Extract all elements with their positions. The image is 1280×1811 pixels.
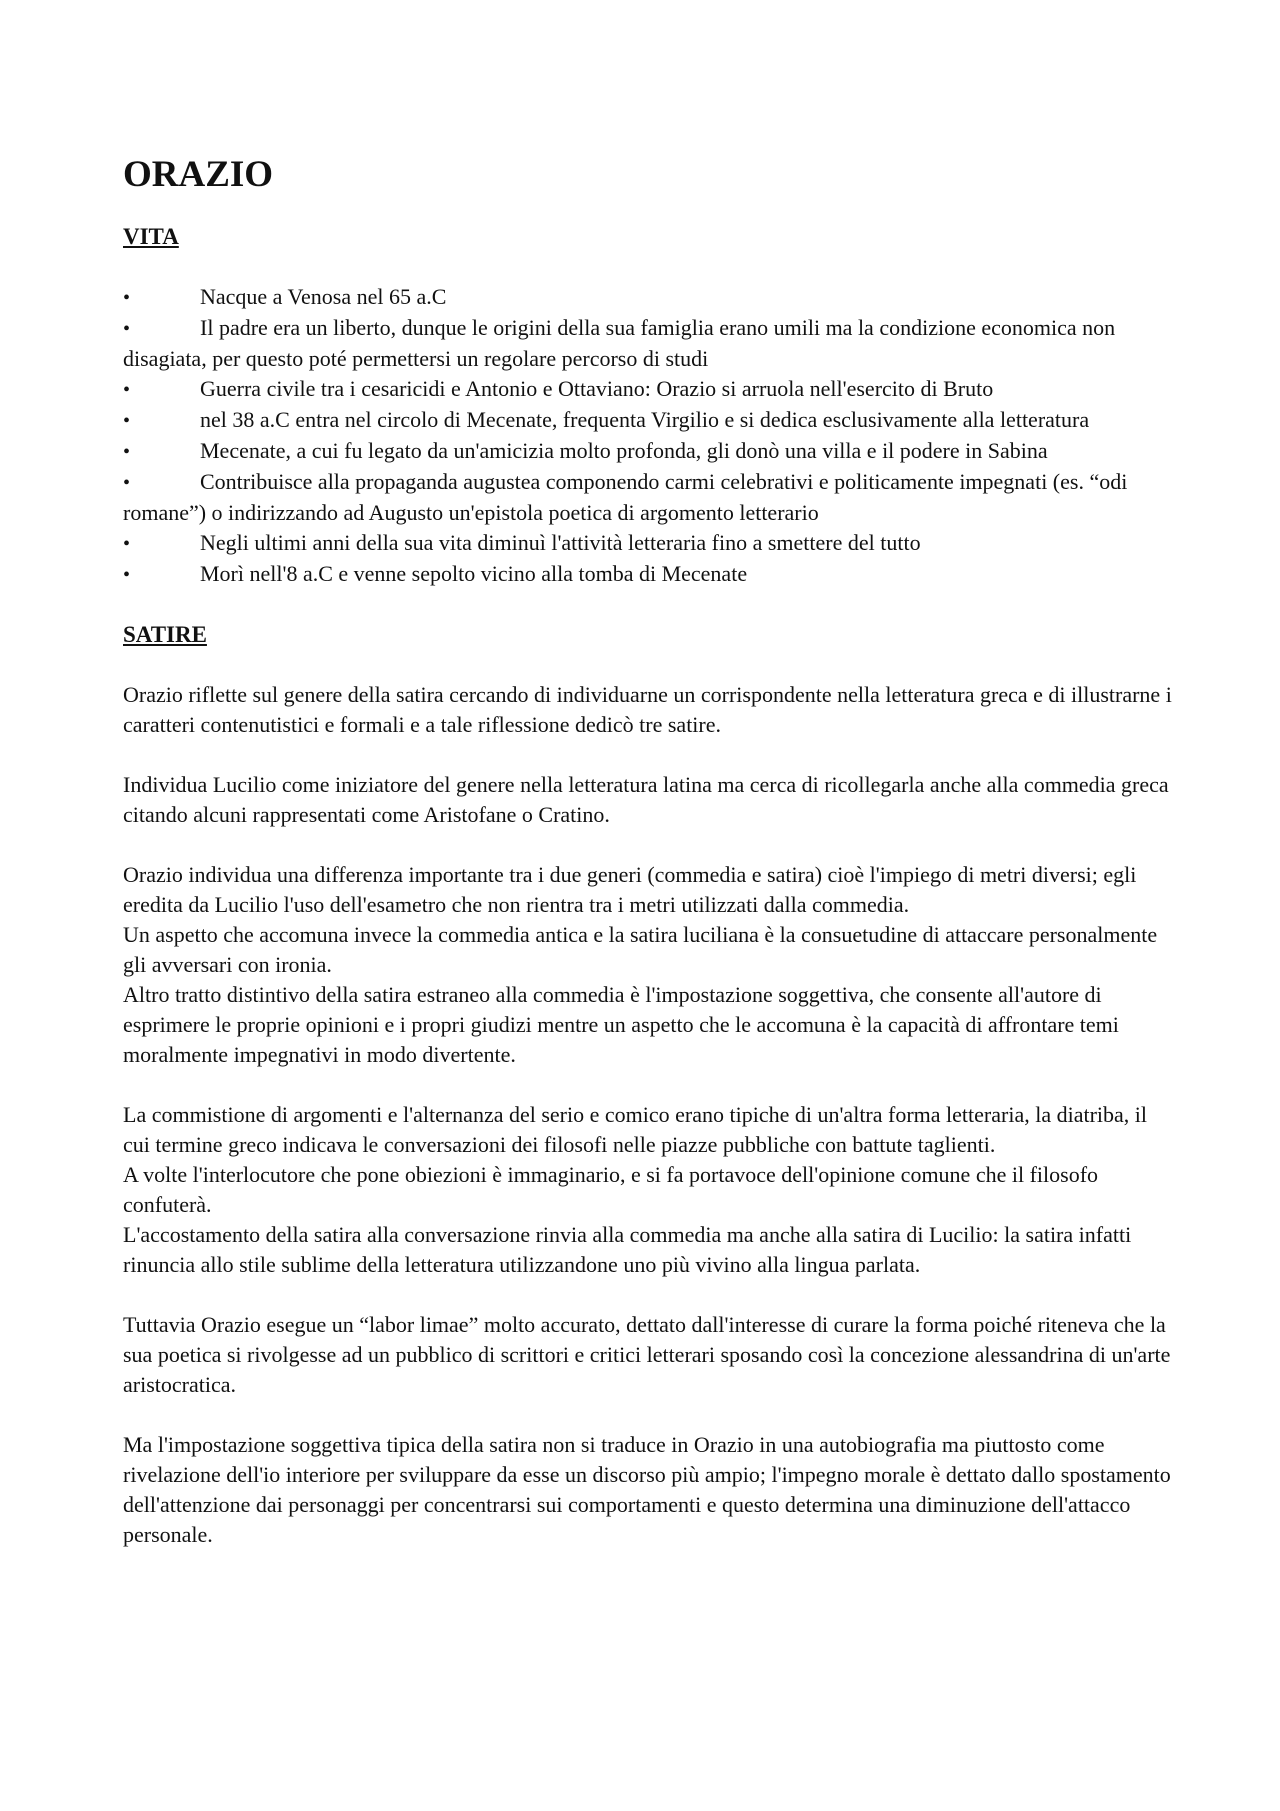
paragraph-spacer [123,830,1173,860]
list-item [123,374,1173,405]
list-item-text: nel 38 a.C entra nel circolo di Mecenate, frequenta Virgilio e si dedica esclusivamente alla letteratura [200,407,1090,432]
paragraph: Orazio individua una differenza importante tra i due generi (commedia e satira) cioè l'impiego di metri diversi; egli eredita da Lucilio l'uso dell'esametro che non rientra tra i metri utilizzati dalla commedia. [123,862,1137,917]
section-heading-vita: VITA [123,224,179,249]
paragraph: La commistione di argomenti e l'alternanza del serio e comico erano tipiche di un'altra forma letteraria, la diatriba, il cui termine greco indicava le conversazioni dei filosofi nelle piazze pubbliche con battute taglienti. [123,1102,1147,1157]
paragraph-spacer [123,1070,1173,1100]
paragraph-spacer [123,1400,1173,1430]
list-item [123,467,1173,528]
bullet-icon: • [123,472,131,494]
document-page [123,150,1173,1550]
list-item-text: Contribuisce alla propaganda augustea componendo carmi celebrativi e politicamente impegnati (es. “odi romane”) o indirizzando ad Augusto un'epistola poetica di argomento letterario [123,469,1128,525]
paragraph: Un aspetto che accomuna invece la commedia antica e la satira luciliana è la consuetudine di attaccare personalmente gli avversari con ironia. [123,922,1158,977]
list-item-text: Guerra civile tra i cesaricidi e Antonio e Ottaviano: Orazio si arruola nell'esercito di Bruto [200,376,994,401]
paragraph: Orazio riflette sul genere della satira cercando di individuarne un corrispondente nella letteratura greca e di illustrarne i caratteri contenutistici e formali e a tale riflessione dedicò tre satire. [123,682,1172,737]
bullet-icon: • [123,410,131,432]
list-item-text: Negli ultimi anni della sua vita diminuì l'attività letteraria fino a smettere del tutto [200,530,921,555]
list-item [123,528,1173,559]
list-item-text: Morì nell'8 a.C e venne sepolto vicino alla tomba di Mecenate [200,561,748,586]
list-item-text: Mecenate, a cui fu legato da un'amicizia molto profonda, gli donò una villa e il podere in Sabina [200,438,1048,463]
list-item [123,313,1173,374]
paragraph: L'accostamento della satira alla conversazione rinvia alla commedia ma anche alla satira di Lucilio: la satira infatti rinuncia allo stile sublime della letteratura utilizzandone uno più vivino alla lingua parlata. [123,1222,1132,1277]
paragraph: Tuttavia Orazio esegue un “labor limae” molto accurato, dettato dall'interesse di curare la forma poiché riteneva che la sua poetica si rivolgesse ad un pubblico di scrittori e critici letterari sposando così la concezione alessandrina di un'arte aristocratica. [123,1312,1171,1397]
list-item-text: Il padre era un liberto, dunque le origini della sua famiglia erano umili ma la condizione economica non disagiata, per questo poté permettersi un regolare percorso di studi [123,315,1116,371]
page-title: ORAZIO [123,154,274,195]
paragraph: Altro tratto distintivo della satira estraneo alla commedia è l'impostazione soggettiva, che consente all'autore di esprimere le proprie opinioni e i propri giudizi mentre un aspetto che le accomuna è la capacità di affrontare temi moralmente impegnativi in modo divertente. [123,982,1119,1067]
bullet-icon: • [123,564,131,586]
paragraph: Ma l'impostazione soggettiva tipica della satira non si traduce in Orazio in una autobiografia ma piuttosto come rivelazione dell'io interiore per sviluppare da esse un discorso più ampio; l'impegno morale è dettato dallo spostamento dell'attenzione dai personaggi per concentrarsi sui comportamenti e questo determina una diminuzione dell'attacco personale. [123,1432,1171,1547]
vita-bullet-list [123,282,1173,590]
section-heading-satire: SATIRE [123,622,207,647]
bullet-icon: • [123,441,131,463]
paragraph: Individua Lucilio come iniziatore del genere nella letteratura latina ma cerca di ricollegarla anche alla commedia greca citando alcuni rappresentati come Aristofane o Cratino. [123,772,1169,827]
list-item [123,282,1173,313]
bullet-icon: • [123,533,131,555]
list-item [123,405,1173,436]
list-item-text: Nacque a Venosa nel 65 a.C [200,284,447,309]
bullet-icon: • [123,287,131,309]
bullet-icon: • [123,318,131,340]
paragraph: A volte l'interlocutore che pone obiezioni è immaginario, e si fa portavoce dell'opinione comune che il filosofo confuterà. [123,1162,1099,1217]
list-item [123,559,1173,590]
list-item [123,436,1173,467]
paragraph-spacer [123,740,1173,770]
paragraph-spacer [123,1280,1173,1310]
bullet-icon: • [123,379,131,401]
